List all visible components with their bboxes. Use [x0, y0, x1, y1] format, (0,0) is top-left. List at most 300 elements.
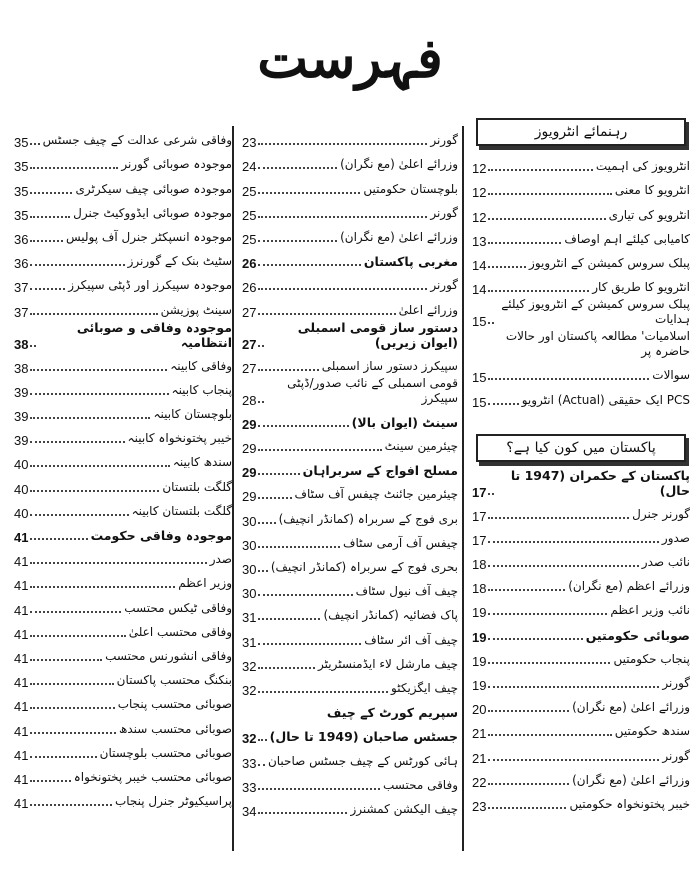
toc-page-number: 35	[14, 159, 29, 175]
toc-page-number: 39	[14, 384, 29, 400]
dot-leader	[258, 594, 352, 596]
toc-page-number: 27	[242, 304, 257, 320]
dot-leader	[30, 707, 114, 709]
toc-entry[interactable]	[234, 126, 462, 150]
dot-leader	[258, 216, 427, 218]
toc-entry[interactable]	[14, 521, 232, 545]
toc-entry[interactable]	[14, 593, 232, 617]
toc-entry[interactable]	[14, 472, 232, 496]
toc-entry-label: وفاقی ٹیکس محتسب	[124, 600, 232, 615]
toc-entry[interactable]	[234, 295, 462, 319]
toc-page-number: 35	[14, 207, 29, 223]
dot-leader	[30, 345, 36, 347]
toc-entry-label: وفاقی کابینہ	[170, 358, 232, 373]
toc-entry[interactable]	[468, 572, 690, 596]
toc-entry[interactable]	[234, 771, 462, 795]
toc-page-number: 31	[242, 634, 257, 650]
toc-entry[interactable]	[14, 545, 232, 569]
toc-page-number: 32	[242, 682, 257, 698]
toc-entry-label: سپیکرز دستور ساز اسمبلی	[321, 358, 458, 373]
toc-entry[interactable]	[14, 320, 232, 352]
toc-entry-label: وزرائے اعلیٰ (مع نگران)	[572, 772, 690, 787]
toc-column-middle	[232, 126, 464, 851]
toc-page-number: 41	[14, 771, 29, 787]
dot-leader	[488, 638, 582, 640]
toc-page-number: 18	[472, 581, 487, 597]
page-title: فہرست	[257, 26, 443, 90]
toc-entry[interactable]	[234, 320, 462, 352]
toc-entry[interactable]	[234, 376, 462, 408]
dot-leader	[30, 635, 125, 637]
section-heading-interview-guide: رہنمائے انٹرویوز	[476, 118, 686, 146]
toc-page-number: 29	[242, 416, 257, 432]
dot-leader	[258, 401, 264, 403]
dot-leader	[30, 288, 65, 290]
toc-entry[interactable]	[14, 763, 232, 787]
toc-entry[interactable]	[14, 714, 232, 738]
toc-page-number: 24	[242, 159, 257, 175]
dot-leader	[258, 764, 264, 766]
toc-entry-label: PCS ایک حقیقی (Actual) انٹرویو	[521, 392, 690, 407]
dot-leader	[488, 242, 561, 244]
toc-page-number: 39	[14, 433, 29, 449]
toc-entry[interactable]	[14, 400, 232, 424]
toc-entry[interactable]	[234, 456, 462, 480]
toc-entry[interactable]	[234, 746, 462, 770]
dot-leader	[488, 266, 526, 268]
dot-leader	[258, 667, 315, 669]
toc-entry[interactable]	[14, 126, 232, 150]
toc-entry-label: وزرائے اعظم (مع نگران)	[568, 579, 690, 594]
toc-entry-label: خیبر پختونخواہ کابینہ	[127, 431, 232, 446]
toc-entry[interactable]	[234, 577, 462, 601]
toc-entry[interactable]	[468, 468, 690, 500]
toc-entry-label: سینٹ (ایوان بالا)	[351, 414, 458, 430]
dot-leader	[258, 143, 427, 145]
toc-entry-label: موجودہ سپیکرز اور ڈپٹی سپیکرز	[68, 278, 232, 293]
dot-leader	[488, 493, 494, 495]
toc-entry-label: ہائی کورٹس کے چیف جسٹس صاحبان	[267, 753, 458, 768]
toc-entry-label: وفاقی محتسب اعلیٰ	[128, 624, 232, 639]
toc-entry[interactable]	[468, 596, 690, 620]
toc-page-number: 21	[472, 750, 487, 766]
toc-entry[interactable]	[234, 174, 462, 198]
toc-page-number: 41	[14, 650, 29, 666]
toc-entry[interactable]	[234, 553, 462, 577]
toc-page-number: 15	[472, 314, 487, 330]
toc-page-number: 30	[242, 537, 257, 553]
toc-entry-label: وزرائے اعلیٰ (مع نگران)	[572, 700, 690, 715]
dot-leader	[488, 565, 638, 567]
toc-page-number: 41	[14, 675, 29, 691]
toc-page-number: 14	[472, 282, 487, 298]
dot-leader	[258, 522, 275, 524]
toc-entry-label: پنجاب کابینہ	[171, 382, 232, 397]
toc-entry-label: موجودہ وفاقی حکومت	[90, 528, 232, 543]
dot-leader	[258, 570, 267, 572]
dot-leader	[258, 425, 348, 427]
dot-leader	[30, 514, 128, 516]
toc-entry[interactable]	[234, 529, 462, 553]
section-heading-who-is-who: پاکستان میں کون کیا ہے؟	[476, 434, 686, 462]
toc-page-number: 17	[472, 532, 487, 548]
toc-entry[interactable]	[468, 669, 690, 693]
toc-page-number: 26	[242, 256, 257, 272]
dot-leader	[30, 611, 121, 613]
dot-leader	[30, 562, 206, 564]
toc-page-number: 41	[14, 602, 29, 618]
toc-page-number: 38	[14, 360, 29, 376]
toc-entry[interactable]	[14, 739, 232, 763]
toc-entry-label: خیبر پختونخواہ حکومتیں	[569, 796, 690, 811]
toc-entry-label: وفاقی شرعی عدالت کے چیف جسٹس	[42, 133, 232, 148]
toc-entry[interactable]	[14, 174, 232, 198]
toc-entry-label: صوبائی محتسب سندھ	[119, 721, 232, 736]
dot-leader	[30, 683, 113, 685]
toc-entry-label: بلوچستان حکومتیں	[363, 181, 458, 196]
toc-page-number: 29	[242, 441, 257, 457]
toc-entry-label: موجودہ وفاقی و صوبائی انتظامیہ	[76, 319, 232, 350]
toc-entry[interactable]	[234, 698, 462, 722]
toc-entry[interactable]	[468, 225, 690, 249]
toc-page-number: 40	[14, 505, 29, 521]
toc-page-number: 26	[242, 280, 257, 296]
toc-entry[interactable]	[14, 295, 232, 319]
toc-page-number: 32	[242, 658, 257, 674]
toc-entry-label: قومی اسمبلی کے نائب صدور/ڈپٹی سپیکرز	[287, 375, 458, 405]
toc-page-number: 13	[472, 233, 487, 249]
dot-leader	[258, 473, 299, 475]
dot-leader	[258, 313, 395, 315]
dot-leader	[30, 393, 168, 395]
toc-entry-label: انٹرویو کا معنی	[614, 183, 690, 198]
toc-entry-label: سٹیٹ بنک کے گورنرز	[127, 254, 232, 269]
toc-page-number: 14	[472, 257, 487, 273]
toc-entry-label: کامیابی کیلئے اہم اوصاف	[564, 231, 690, 246]
toc-entry-label: سینٹ پوزیشن	[160, 302, 232, 317]
toc-entry[interactable]	[468, 329, 690, 361]
toc-entry-label: سندھ کابینہ	[172, 455, 232, 470]
toc-entry[interactable]	[14, 666, 232, 690]
dot-leader	[30, 167, 118, 169]
toc-page-number: 29	[242, 489, 257, 505]
toc-entry-label: وفاقی محتسب	[382, 777, 458, 792]
toc-page-number: 28	[242, 392, 257, 408]
toc-entry-label: سندھ حکومتیں	[614, 724, 690, 739]
toc-page-number: 34	[242, 803, 257, 819]
toc-entry[interactable]	[234, 150, 462, 174]
toc-page-number: 41	[14, 530, 29, 545]
dot-leader	[258, 618, 320, 620]
dot-leader	[30, 465, 169, 467]
toc-entry-label: دستور ساز قومی اسمبلی (ایوان زیریں)	[297, 319, 458, 350]
toc-page-number: 19	[472, 605, 487, 621]
toc-page-number: 12	[472, 209, 487, 225]
toc-entry-label: وفاقی انشورنس محتسب	[105, 648, 232, 663]
dot-leader	[30, 441, 124, 443]
toc-entry-label: چیف ایگزیکٹو	[391, 680, 458, 695]
toc-entry[interactable]	[468, 297, 690, 329]
toc-entry[interactable]	[14, 150, 232, 174]
toc-entry[interactable]	[468, 385, 690, 409]
toc-page-number: 33	[242, 755, 257, 771]
toc-entry[interactable]	[468, 273, 690, 297]
toc-entry-label: پبلک سروس کمیشن کے انٹرویوز کیلئے ہدایات	[501, 297, 690, 327]
dot-leader	[488, 807, 566, 809]
toc-entry[interactable]	[468, 249, 690, 273]
dot-leader	[488, 759, 659, 761]
toc-entry-label: بری فوج کے سربراہ (کمانڈر انچیف)	[278, 511, 458, 526]
toc-entry[interactable]	[234, 795, 462, 819]
dot-leader	[30, 780, 70, 782]
dot-leader	[258, 345, 264, 347]
toc-page-number: 12	[472, 185, 487, 201]
dot-leader	[30, 586, 175, 588]
toc-page-number: 19	[472, 629, 487, 645]
dot-leader	[258, 497, 291, 499]
toc-entry[interactable]	[468, 548, 690, 572]
toc-entry[interactable]	[14, 199, 232, 223]
toc-entry[interactable]	[234, 223, 462, 247]
dot-leader	[30, 804, 111, 806]
toc-entry[interactable]	[14, 787, 232, 811]
toc-page-number: 19	[472, 678, 487, 693]
toc-entry[interactable]	[234, 625, 462, 649]
toc-entry-label: انٹرویو کی تیاری	[608, 207, 690, 222]
toc-entry-label: وزرائے اعلیٰ (مع نگران)	[340, 229, 458, 244]
toc-page-number: 30	[242, 562, 257, 577]
dot-leader	[30, 538, 87, 540]
dot-leader	[30, 216, 70, 218]
toc-column-right	[468, 118, 690, 814]
toc-entry[interactable]	[14, 376, 232, 400]
toc-entry[interactable]	[14, 618, 232, 642]
toc-entry-label: اسلامیات' مطالعہ پاکستان اور حالات حاضرہ پر	[505, 329, 690, 359]
toc-page-number: 41	[14, 747, 29, 763]
toc-entry[interactable]	[14, 223, 232, 247]
dot-leader	[30, 192, 72, 194]
dot-leader	[258, 240, 337, 242]
toc-entry-label: وزیر اعظم	[178, 576, 232, 591]
toc-page-number: 35	[14, 183, 29, 199]
toc-page-number: 23	[472, 798, 487, 814]
toc-page-number: 37	[14, 280, 29, 296]
toc-entry-label: جسٹس صاحبان (1949 تا حال)	[269, 729, 458, 745]
dot-leader	[258, 264, 360, 266]
toc-page-number: 38	[14, 336, 29, 352]
toc-page-number: 25	[242, 231, 257, 247]
dot-leader	[258, 643, 361, 645]
dot-leader	[30, 240, 63, 242]
dot-leader	[30, 264, 124, 266]
toc-entry-label: گورنر	[430, 278, 458, 293]
toc-page-number: 19	[472, 653, 487, 669]
toc-entry[interactable]	[14, 424, 232, 448]
dot-leader	[30, 417, 150, 419]
toc-entry[interactable]	[234, 601, 462, 625]
toc-entry[interactable]	[468, 500, 690, 524]
toc-entry[interactable]	[468, 645, 690, 669]
toc-entry[interactable]	[468, 152, 690, 176]
toc-page-number: 31	[242, 610, 257, 626]
section-gap	[468, 410, 690, 434]
dot-leader	[30, 490, 159, 492]
dot-leader	[258, 449, 381, 451]
toc-entry-label: پنجاب حکومتیں	[613, 651, 690, 666]
toc-entry[interactable]	[468, 200, 690, 224]
toc-page-number: 37	[14, 304, 29, 320]
toc-entry[interactable]	[234, 199, 462, 223]
toc-entry-label: چیف الیکشن کمشنرز	[350, 801, 458, 816]
toc-page-number: 23	[242, 135, 257, 151]
dot-leader	[258, 288, 427, 290]
dot-leader	[488, 290, 589, 292]
toc-entry[interactable]	[14, 271, 232, 295]
toc-entry-label: چیف آف نیول سٹاف	[355, 584, 458, 599]
toc-page-number: 41	[14, 796, 29, 812]
toc-entry[interactable]	[234, 674, 462, 698]
toc-page-number: 27	[242, 360, 257, 376]
toc-entry-label: پبلک سروس کمیشن کے انٹرویوز	[529, 255, 690, 270]
toc-entry-label: صوبائی محتسب بلوچستان	[99, 745, 232, 760]
toc-page-number: 17	[472, 484, 487, 500]
toc-entry-label: گورنر	[430, 205, 458, 220]
toc-entry-label: چیفس آف آرمی سٹاف	[343, 535, 458, 550]
toc-page-number: 18	[472, 557, 487, 573]
toc-entry[interactable]	[468, 361, 690, 385]
dot-leader	[258, 691, 388, 693]
section-who-is-who-list	[468, 468, 690, 814]
toc-entry[interactable]	[234, 722, 462, 746]
toc-entry-label: بنکنگ محتسب پاکستان	[116, 673, 232, 688]
toc-entry[interactable]	[234, 271, 462, 295]
dot-leader	[258, 739, 266, 741]
toc-page-number: 36	[14, 256, 29, 272]
toc-entry[interactable]	[14, 690, 232, 714]
toc-entry[interactable]	[468, 620, 690, 644]
toc-entry-label: صوبائی حکومتیں	[585, 627, 690, 643]
dot-leader	[30, 659, 102, 661]
toc-page-number: 36	[14, 231, 29, 247]
toc-entry[interactable]	[468, 524, 690, 548]
toc-entry-label: موجودہ انسپکٹر جنرل آف پولیس	[65, 229, 232, 244]
dot-leader	[488, 686, 659, 688]
dot-leader	[30, 369, 167, 371]
toc-entry-label: چیئرمین سینٹ	[384, 439, 458, 454]
toc-page-number: 17	[472, 508, 487, 524]
toc-entry[interactable]	[468, 790, 690, 814]
dot-leader	[30, 143, 39, 145]
toc-entry-label: چیئرمین جائنٹ چیفس آف سٹاف	[294, 487, 458, 502]
toc-entry[interactable]	[468, 693, 690, 717]
section-interview-guide-list	[468, 152, 690, 410]
toc-entry-label: چیف آف ائر سٹاف	[364, 632, 458, 647]
toc-page-number: 41	[14, 699, 29, 715]
toc-page-number: 41	[14, 578, 29, 594]
toc-entry[interactable]	[14, 642, 232, 666]
dot-leader	[488, 517, 629, 519]
toc-entry-label: موجودہ صوبائی چیف سیکرٹری	[75, 181, 232, 196]
toc-entry[interactable]	[14, 497, 232, 521]
toc-entry[interactable]	[14, 569, 232, 593]
toc-entry-label: بحری فوج کے سربراہ (کمانڈر انچیف)	[270, 560, 458, 574]
toc-column-left	[14, 126, 232, 811]
toc-entry-label: گلگت بلتستان	[162, 479, 232, 494]
toc-entry-label: گلگت بلتستان کابینہ	[131, 503, 232, 518]
toc-page-number: 41	[14, 554, 29, 570]
toc-entry-label: گورنر	[662, 748, 690, 763]
toc-page-number: 15	[472, 370, 487, 386]
toc-entry-label: وزرائے اعلیٰ (مع نگران)	[340, 157, 458, 172]
toc-entry[interactable]	[468, 766, 690, 790]
toc-entry[interactable]	[234, 650, 462, 674]
toc-entry-label: انٹرویوز کی اہمیت	[595, 159, 690, 174]
toc-entry[interactable]	[468, 176, 690, 200]
dot-leader	[488, 322, 494, 324]
toc-entry-label: نائب وزیر اعظم	[610, 603, 690, 618]
toc-entry-label: وزرائے اعلیٰ	[398, 302, 458, 317]
toc-entry[interactable]	[468, 741, 690, 765]
toc-entry-label: صدور	[661, 530, 690, 545]
dot-leader	[258, 192, 360, 194]
dot-leader	[258, 546, 340, 548]
toc-entry-label: نائب صدر	[641, 555, 690, 570]
toc-entry-label: سپریم کورٹ کے چیف	[326, 705, 458, 721]
dot-leader	[488, 193, 611, 195]
dot-leader	[488, 613, 607, 615]
toc-entry-label: گورنر جنرل	[632, 506, 690, 521]
dot-leader	[258, 788, 380, 790]
toc-entry[interactable]	[234, 480, 462, 504]
dot-leader	[488, 589, 565, 591]
dot-leader	[258, 812, 347, 814]
toc-page-number: 15	[472, 394, 487, 410]
toc-entry[interactable]	[14, 352, 232, 376]
toc-entry[interactable]	[234, 432, 462, 456]
toc-entry[interactable]	[234, 408, 462, 432]
dot-leader	[30, 732, 116, 734]
toc-entry-label: صدر	[209, 552, 232, 567]
toc-page-number: 30	[242, 513, 257, 529]
dot-leader	[30, 313, 157, 315]
toc-entry[interactable]	[234, 352, 462, 376]
toc-page-number: 12	[472, 161, 487, 177]
toc-page-number: 41	[14, 723, 29, 739]
toc-page-number: 33	[242, 779, 257, 795]
toc-entry[interactable]	[14, 247, 232, 271]
toc-page-number: 25	[242, 183, 257, 199]
toc-entry-label: چیف مارشل لاء ایڈمنسٹریٹر	[318, 656, 458, 671]
toc-page-number: 39	[14, 409, 29, 425]
toc-entry-label: مسلح افواج کے سربراہان	[302, 463, 458, 479]
toc-entry[interactable]	[234, 247, 462, 271]
toc-entry-label: پراسیکیوٹر جنرل پنجاب	[114, 794, 232, 809]
toc-entry-label: گورنر	[430, 133, 458, 148]
toc-entry-label: پاک فضائیہ (کمانڈر انچیف)	[323, 608, 458, 623]
toc-entry[interactable]	[234, 504, 462, 528]
toc-page-number: 35	[14, 135, 29, 151]
toc-page-number: 41	[14, 626, 29, 642]
toc-entry-label: گورنر	[662, 676, 690, 690]
toc-entry-label: صوبائی محتسب پنجاب	[117, 697, 232, 712]
toc-page-number: 32	[242, 731, 257, 747]
toc-page-number: 30	[242, 586, 257, 602]
toc-entry-label: مغربی پاکستان	[363, 254, 458, 270]
toc-page-number: 21	[472, 726, 487, 742]
toc-entry[interactable]	[14, 448, 232, 472]
dot-leader	[488, 541, 658, 543]
toc-entry[interactable]	[468, 717, 690, 741]
